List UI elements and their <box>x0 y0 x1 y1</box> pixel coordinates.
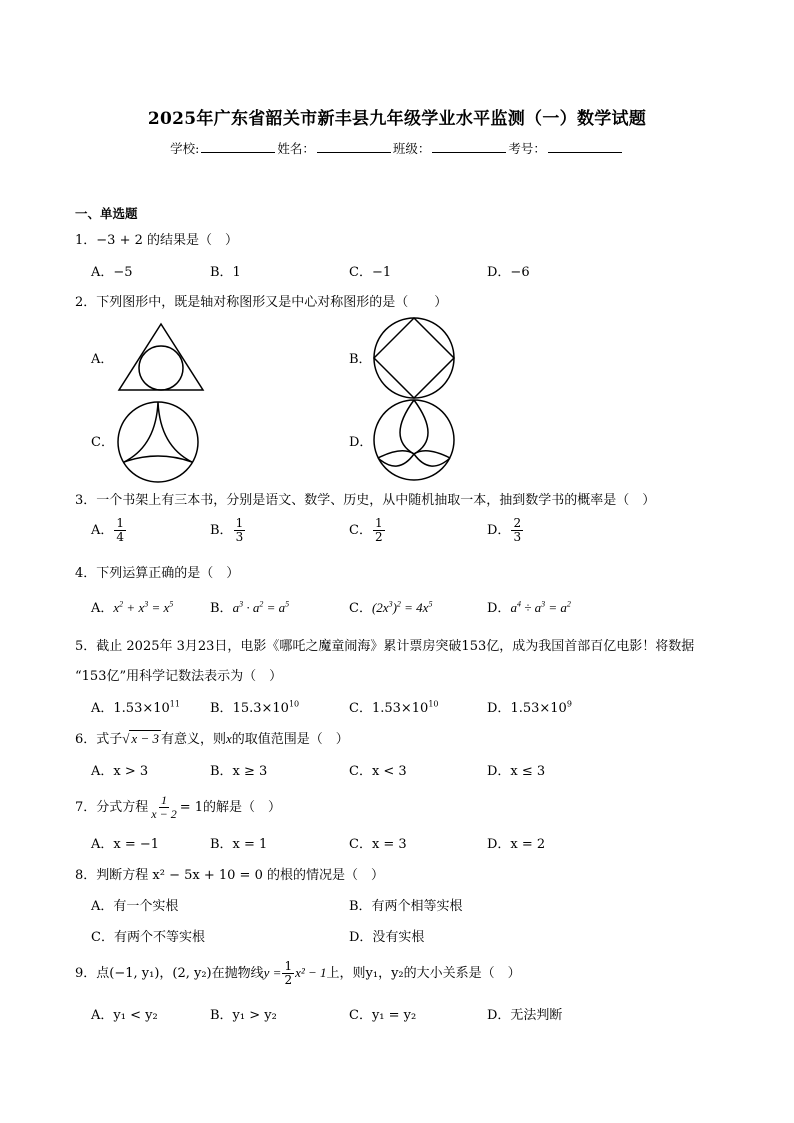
q3-b-label: B． <box>210 523 233 538</box>
q5-d-base: 1.53×10 <box>510 701 567 716</box>
q8-option-a[interactable]: A．有一个实根 <box>91 899 179 914</box>
q2-option-d[interactable]: D． <box>349 435 373 450</box>
q6-sqrt: √ x − 3 <box>122 731 159 746</box>
class-blank[interactable] <box>432 140 506 153</box>
q2-stem: 2．下列图形中，既是轴对称图形又是中心对称图形的是（ ） <box>75 295 448 310</box>
page-title: 2025年广东省韶关市新丰县九年级学业水平监测（一）数学试题 <box>147 109 647 129</box>
q9-num: 1 <box>284 959 293 973</box>
number-blank[interactable] <box>548 140 622 153</box>
q3-c-num: 1 <box>374 516 383 530</box>
q5-d-exp: 9 <box>566 699 572 709</box>
q3-a-fraction <box>114 517 126 544</box>
q3-option-d[interactable] <box>487 517 524 544</box>
q5-option-a[interactable] <box>91 697 180 716</box>
q5-option-d[interactable] <box>487 697 572 716</box>
q5-stem-line2: “153亿”用科学记数法表示为（ ） <box>75 669 283 684</box>
q4-option-d[interactable] <box>487 597 571 616</box>
q5-option-c[interactable] <box>349 697 439 716</box>
q4-d-expr: $a^4 \div a^3 = a^2$ <box>510 599 571 615</box>
q2-option-b[interactable]: B． <box>349 352 372 367</box>
q6-option-c[interactable]: C．x < 3 <box>349 764 407 779</box>
q3-c-den: 2 <box>374 530 383 544</box>
q5-a-base: 1.53×10 <box>113 701 170 716</box>
q7-option-c[interactable]: C．x = 3 <box>349 837 407 852</box>
q3-option-c[interactable] <box>349 517 386 544</box>
q3-b-num: 1 <box>235 516 244 530</box>
q4-a-expr: $x^2 + x^3 = x^5$ <box>113 599 174 615</box>
q3-c-label: C． <box>349 523 372 538</box>
q3-a-num: 1 <box>116 516 125 530</box>
q9-eq-pre: y = <box>263 965 282 980</box>
q3-c-fraction <box>373 517 385 544</box>
q7-fraction <box>149 794 178 821</box>
q2-figure-b-circle-square <box>372 316 456 400</box>
q4-a-label: A． <box>91 601 114 616</box>
q5-b-exp: 10 <box>288 699 300 709</box>
q4-option-b[interactable] <box>210 597 289 616</box>
q2-figure-c-curved-triangle <box>116 400 200 484</box>
q1-stem: 1．−3 + 2 的结果是（ ） <box>75 233 238 248</box>
q5-b-label: B． <box>210 701 233 716</box>
q3-b-fraction <box>234 517 246 544</box>
q5-c-base: 1.53×10 <box>371 701 429 716</box>
q4-c-label: C． <box>349 601 372 616</box>
q5-c-exp: 10 <box>428 699 439 709</box>
q6-option-d[interactable]: D．x ≤ 3 <box>487 764 546 779</box>
class-label: 班级： <box>392 141 431 156</box>
q3-a-label: A． <box>91 523 114 538</box>
q5-d-label: D． <box>487 701 511 716</box>
q7-num: 1 <box>161 793 167 807</box>
q9-stem-pre: 9．点(−1, y₁)，(2, y₂)在抛物线 <box>75 966 264 981</box>
q1-option-b[interactable]: B．1 <box>210 265 241 280</box>
q5-a-exp: 11 <box>169 699 180 709</box>
q6-stem-post: 的取值范围是（ ） <box>231 732 349 747</box>
q5-b-base: 15.3×10 <box>232 701 289 716</box>
q3-b-den: 3 <box>235 530 244 544</box>
q9-option-b[interactable]: B．y₁ > y₂ <box>210 1008 277 1023</box>
q8-option-b[interactable]: B．有两个相等实根 <box>349 899 463 914</box>
q1-option-a[interactable]: A．−5 <box>91 265 133 280</box>
q3-d-num: 2 <box>513 516 522 530</box>
name-label: 姓名： <box>277 141 315 156</box>
q7-stem-pre: 7．分式方程 <box>75 800 149 815</box>
q9-stem-post: 上，则y₁，y₂的大小关系是（ ） <box>326 966 521 981</box>
q9-option-d[interactable]: D．无法判断 <box>487 1008 563 1023</box>
q7-den: x − 2 <box>151 807 177 821</box>
q3-a-den: 4 <box>116 530 125 544</box>
q9-option-c[interactable]: C．y₁ = y₂ <box>349 1008 417 1023</box>
q4-b-label: B． <box>210 601 233 616</box>
q3-d-fraction <box>511 517 523 544</box>
q8-option-c[interactable]: C．有两个不等实根 <box>91 930 205 945</box>
q9-stem <box>75 960 521 987</box>
q6-stem-mid: 有意义，则 <box>160 732 226 747</box>
q4-stem: 4．下列运算正确的是（ ） <box>75 566 240 581</box>
q8-stem: 8．判断方程 x² − 5x + 10 = 0 的根的情况是（ ） <box>75 868 384 883</box>
q9-eq-post: x² − 1 <box>295 965 327 980</box>
q7-option-b[interactable]: B．x = 1 <box>210 837 268 852</box>
q7-option-d[interactable]: D．x = 2 <box>487 837 546 852</box>
q2-figure-a-triangle-circle <box>115 322 207 394</box>
q6-option-b[interactable]: B．x ≥ 3 <box>210 764 268 779</box>
name-blank[interactable] <box>317 140 391 153</box>
q3-d-label: D． <box>487 523 511 538</box>
q7-option-a[interactable]: A．x = −1 <box>91 837 160 852</box>
q2-figure-d-three-petals <box>372 398 456 482</box>
q6-option-a[interactable]: A．x > 3 <box>91 764 149 779</box>
school-blank[interactable] <box>201 140 275 153</box>
school-label: 学校: <box>170 141 200 156</box>
q2-option-a[interactable]: A． <box>91 352 114 367</box>
q5-c-label: C． <box>349 701 372 716</box>
q6-stem <box>75 728 349 747</box>
q4-option-a[interactable] <box>91 597 173 616</box>
q4-b-expr: $a^3 \cdot a^2 = a^5$ <box>232 599 290 615</box>
q5-stem-line1: 5．截止 2025年 3月23日，电影《哪吒之魔童闹海》累计票房突破153亿，成为我国首部百亿电影！将数据 <box>75 639 695 654</box>
q9-den: 2 <box>284 973 293 987</box>
q3-d-den: 3 <box>513 530 522 544</box>
q6-var: x <box>225 731 232 746</box>
q5-option-b[interactable] <box>210 697 299 716</box>
q4-option-c[interactable] <box>349 597 432 616</box>
q3-option-b[interactable] <box>210 517 246 544</box>
q3-stem: 3．一个书架上有三本书，分别是语文、数学、历史，从中随机抽取一本，抽到数学书的概率是（ ） <box>75 493 656 508</box>
q7-stem-post: = 1的解是（ ） <box>179 800 282 815</box>
q6-radicand: x − 3 <box>131 731 159 746</box>
q8-option-d[interactable]: D．没有实根 <box>349 930 425 945</box>
number-label: 考号： <box>508 141 546 156</box>
q1-option-c[interactable]: C．−1 <box>349 265 392 280</box>
q3-option-a[interactable] <box>91 517 127 544</box>
q6-stem-pre: 6．式子 <box>75 732 123 747</box>
student-info-line <box>0 139 794 157</box>
q1-option-d[interactable]: D．−6 <box>487 265 530 280</box>
section-heading: 一、单选题 <box>75 206 138 221</box>
q7-stem <box>75 794 281 821</box>
q9-option-a[interactable]: A．y₁ < y₂ <box>91 1008 158 1023</box>
q5-a-label: A． <box>91 701 114 716</box>
q4-c-expr: $(2x^3)^2 = 4x^5$ <box>371 599 433 615</box>
q4-d-label: D． <box>487 601 511 616</box>
q2-option-c[interactable]: C． <box>91 435 114 450</box>
q9-fraction <box>282 960 294 987</box>
